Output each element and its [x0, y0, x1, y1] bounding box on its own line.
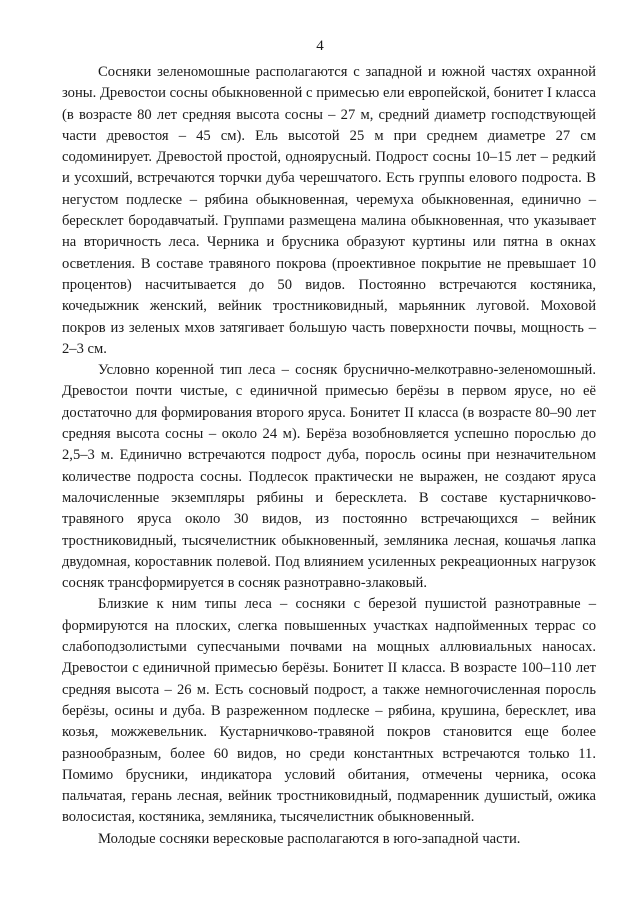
paragraph-heather-pine: Молодые сосняки вересковые располагаются в юго-западной части. [98, 830, 521, 847]
paragraph-birch-pine: Близкие к ним типы леса – сосняки с березой пушистой разнотравные – формируются на плоских, слегка повышенных участках надпойменных террас со слабоподзолистыми супесчаными почвами на мощных аллювиальных наносах. Древостои с единичной примесью берёзы. Бонитет II класса. В возрасте 100–110 лет средняя высота – 26 м. Есть сосновый подрост, а также немногочисленная поросль берёзы, осины и дуба. В разреженном подлеске – рябина, крушина, бересклет, ива козья, можжевельник. Кустарничково-травяной покров становится еще более разнообразным, более 60 видов, но среди константных встречаются только 11. Помимо брусники, индикатора условий обитания, отмечены черника, осока пальчатая, герань лесная, вейник тростниковидный, подмаренник душистый, ожика волосистая, костяника, земляника, тысячелистник обыкновенный. [62, 596, 596, 826]
document-body [62, 62, 596, 850]
paragraph-lingonberry-pine: Условно коренной тип леса – сосняк бруснично-мелкотравно-зеленомошный. Древостои почти чистые, с единичной примесью берёзы в первом ярусе, но её достаточно для формирования второго яруса. Бонитет II класса (в возрасте 80–90 лет средняя высота сосны – около 24 м). Берёза возобновляется успешно порослью до 2,5–3 м. Единично встречаются подрост дуба, поросль осины при незначительном количестве подроста сосны. Подлесок практически не выражен, не создают яруса малочисленные экземпляры рябины и бересклета. В составе кустарничково-травяного яруса около 30 видов, из постоянно встречающихся – вейник тростниковидный, тысячелистник обыкновенный, земляника лесная, кошачья лапка двудомная, короставник полевой. Под влиянием усиленных рекреационных нагрузок сосняк трансформируется в сосняк разнотравно-злаковый. [62, 362, 596, 592]
page-number: 4 [316, 38, 324, 54]
paragraph-green-moss-pine: Сосняки зеленомошные располагаются с западной и южной частях охранной зоны. Древостои сосны обыкновенной с примесью ели европейской, бонитет I класса (в возрасте 80 лет средняя высота сосны – 27 м, средний диаметр господствующей части древостоя – 45 см). Ель высотой 25 м при среднем диаметре 27 см содоминирует. Древостой простой, одноярусный. Подрост сосны 10–15 лет – редкий и усохший, встречаются торчки дуба черешчатого. Есть группы елового подроста. В негустом подлеске – рябина обыкновенная, черемуха обыкновенная, единично – бересклет бородавчатый. Группами размещена малина обыкновенная, что указывает на вторичность леса. Черника и брусника образуют куртины или пятна в окнах осветления. В составе травяного покрова (проективное покрытие не превышает 10 процентов) насчитывается до 50 видов. Постоянно встречаются костяника, кочедыжник женский, вейник тростниковидный, марьянник луговой. Моховой покров из зеленых мхов затягивает большую часть поверхности почвы, мощность – 2–3 см. [62, 64, 596, 357]
